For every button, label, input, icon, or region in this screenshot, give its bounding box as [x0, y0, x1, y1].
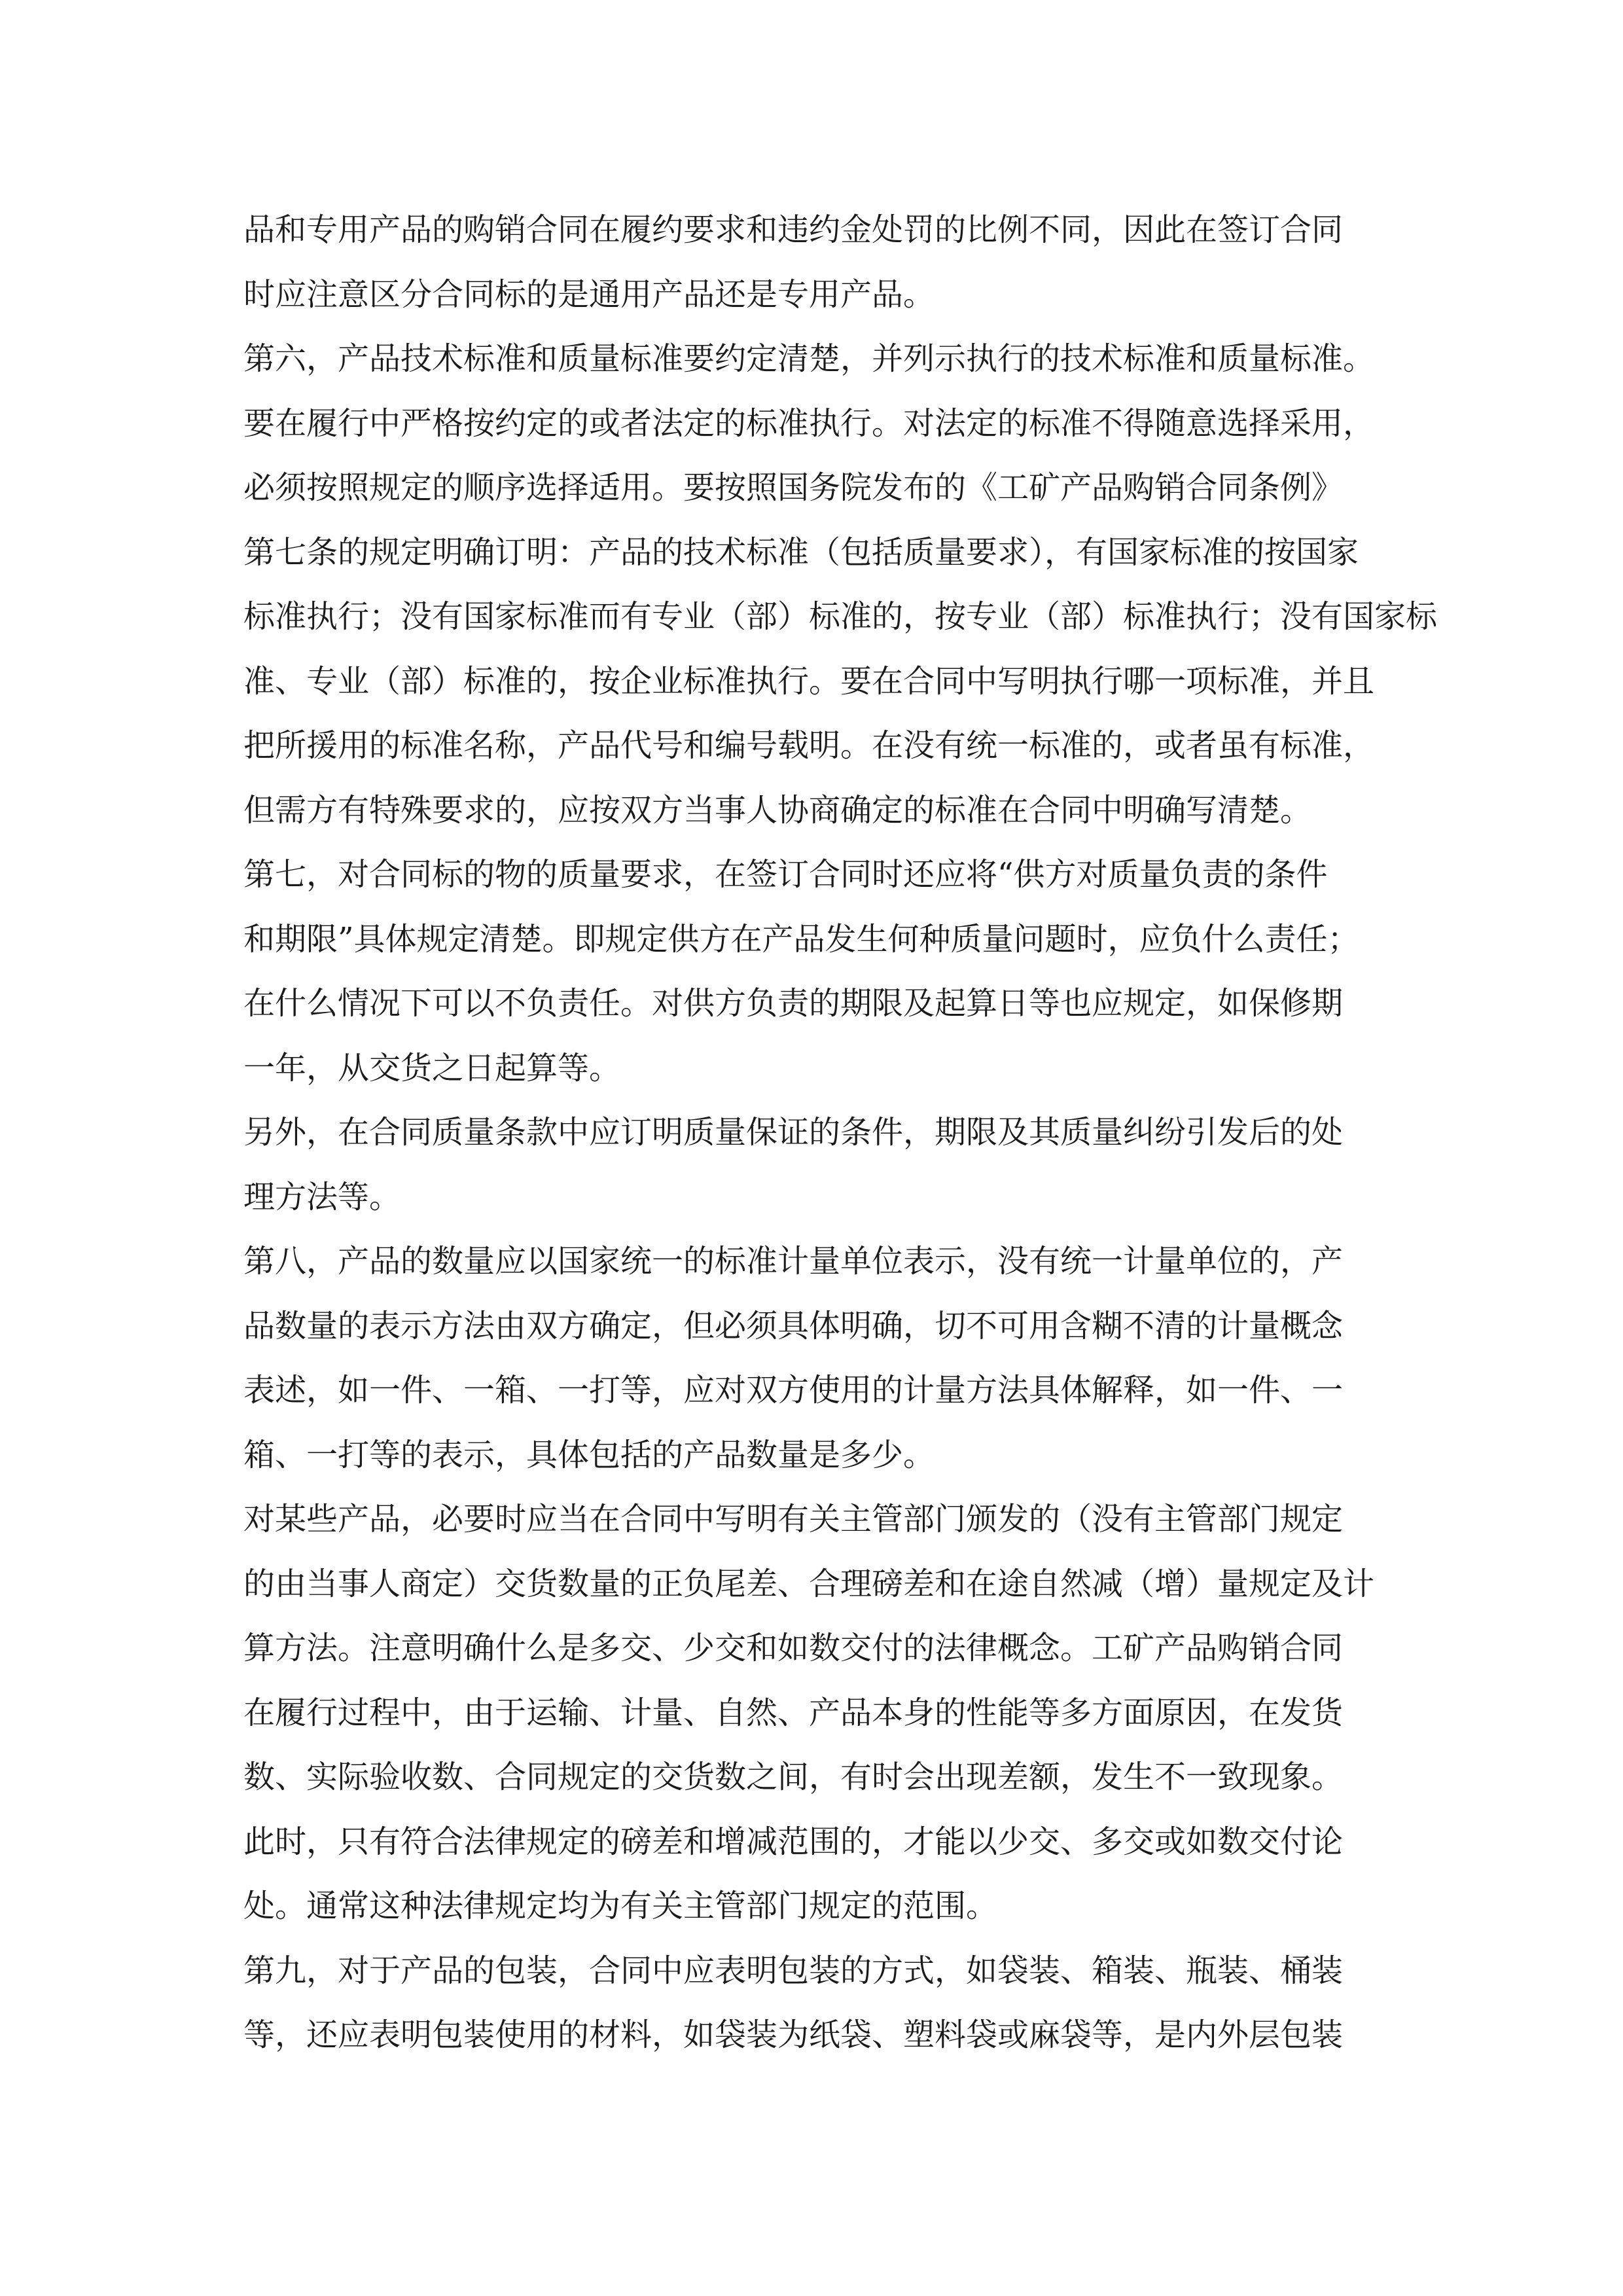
- text-line: 品数量的表示方法由双方确定，但必须具体明确，切不可用含糊不清的计量概念: [243, 1307, 1344, 1344]
- text-line: 对某些产品，必要时应当在合同中写明有关主管部门颁发的（没有主管部门规定: [243, 1501, 1344, 1537]
- text-line: 品和专用产品的购销合同在履约要求和违约金处罚的比例不同，因此在签订合同: [243, 211, 1344, 248]
- document-body: [243, 198, 1438, 2068]
- text-line: 准、专业（部）标准的，按企业标准执行。要在合同中写明执行哪一项标准，并且: [243, 662, 1375, 700]
- text-line: 第七，对合同标的物的质量要求，在签订合同时还应将“供方对质量负责的条件: [243, 856, 1328, 893]
- text-line: 在履行过程中，由于运输、计量、自然、产品本身的性能等多方面原因，在发货: [243, 1694, 1344, 1731]
- text-line: 一年，从交货之日起算等。: [243, 1049, 621, 1086]
- text-line: 和期限”具体规定清楚。即规定供方在产品发生何种质量问题时，应负什么责任；: [243, 920, 1359, 958]
- text-line: 理方法等。: [243, 1178, 401, 1215]
- text-line: 另外，在合同质量条款中应订明质量保证的条件，期限及其质量纠纷引发后的处: [243, 1114, 1344, 1151]
- text-line: 等，还应表明包装使用的材料，如袋装为纸袋、塑料袋或麻袋等，是内外层包装: [243, 2017, 1344, 2053]
- text-line: 时应注意区分合同标的是通用产品还是专用产品。: [243, 276, 935, 313]
- text-line: 第八，产品的数量应以国家统一的标准计量单位表示，没有统一计量单位的，产: [243, 1243, 1344, 1280]
- text-line: 此时，只有符合法律规定的磅差和增减范围的，才能以少交、多交或如数交付论: [243, 1823, 1344, 1860]
- text-line: 表述，如一件、一箱、一打等，应对双方使用的计量方法具体解释，如一件、一: [243, 1372, 1344, 1408]
- text-line: 数、实际验收数、合同规定的交货数之间，有时会出现差额，发生不一致现象。: [243, 1759, 1344, 1795]
- text-line: 处。通常这种法律规定均为有关主管部门规定的范围。: [243, 1888, 998, 1924]
- text-line: 要在履行中严格按约定的或者法定的标准执行。对法定的标准不得随意选择采用，: [243, 404, 1375, 442]
- text-line: 第九，对于产品的包装，合同中应表明包装的方式，如袋装、箱装、瓶装、桶装: [243, 1952, 1344, 1989]
- text-line: 第六，产品技术标准和质量标准要约定清楚，并列示执行的技术标准和质量标准。: [243, 340, 1375, 377]
- text-line: 第七条的规定明确订明：产品的技术标准（包括质量要求），有国家标准的按国家: [243, 533, 1359, 571]
- text-line: 标准执行；没有国家标准而有专业（部）标准的，按专业（部）标准执行；没有国家标: [243, 598, 1438, 635]
- text-line: 算方法。注意明确什么是多交、少交和如数交付的法律概念。工矿产品购销合同: [243, 1630, 1344, 1666]
- text-line: 的由当事人商定）交货数量的正负尾差、合理磅差和在途自然减（增）量规定及计: [243, 1565, 1375, 1602]
- text-line: 但需方有特殊要求的，应按双方当事人协商确定的标准在合同中明确写清楚。: [243, 791, 1312, 829]
- text-line: 在什么情况下可以不负责任。对供方负责的期限及起算日等也应规定，如保修期: [243, 985, 1344, 1022]
- text-line: 把所援用的标准名称，产品代号和编号载明。在没有统一标准的，或者虽有标准，: [243, 727, 1375, 764]
- text-line: 必须按照规定的顺序选择适用。要按照国务院发布的《工矿产品购销合同条例》: [243, 469, 1344, 506]
- text-line: 箱、一打等的表示，具体包括的产品数量是多少。: [243, 1436, 935, 1473]
